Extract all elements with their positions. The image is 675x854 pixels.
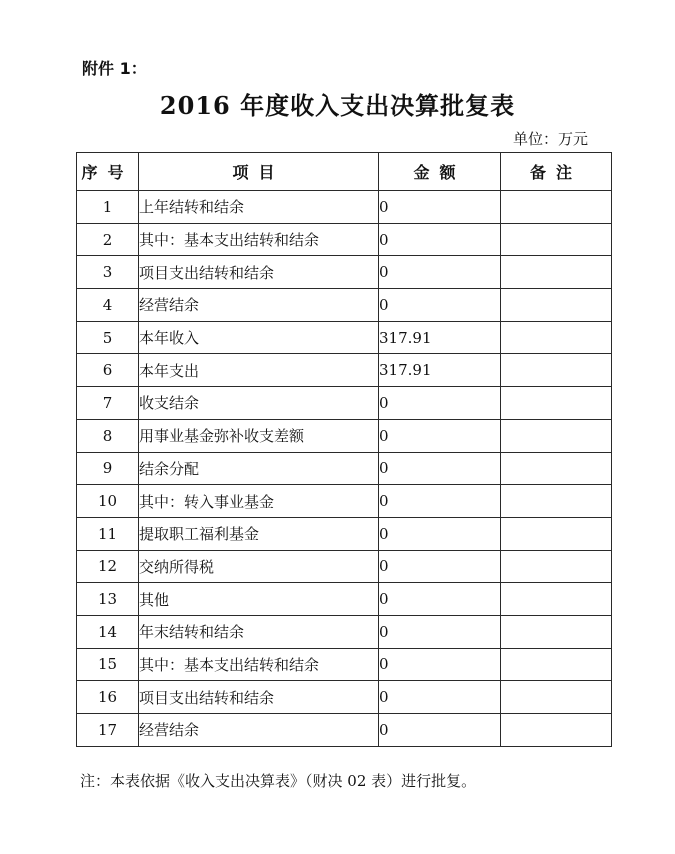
header-note: 备注 [501,153,612,191]
row-seq: 1 [77,191,139,224]
table-row [77,354,612,387]
row-seq: 3 [77,256,139,289]
row-note [501,256,612,289]
row-note [501,681,612,714]
table-row [77,191,612,224]
row-seq: 15 [77,648,139,681]
row-amount: 0 [379,223,501,256]
row-amount: 0 [379,615,501,648]
row-note [501,191,612,224]
row-item: 收支结余 [139,387,379,420]
table-row [77,681,612,714]
table-row [77,485,612,518]
row-amount: 0 [379,289,501,322]
row-note [501,583,612,616]
row-seq: 9 [77,452,139,485]
table-row [77,321,612,354]
header-seq: 序号 [77,153,139,191]
row-note [501,223,612,256]
row-seq: 2 [77,223,139,256]
header-item: 项目 [139,153,379,191]
table-row [77,256,612,289]
row-note [501,419,612,452]
row-item: 其中：基本支出结转和结余 [139,223,379,256]
table-row [77,419,612,452]
row-seq: 8 [77,419,139,452]
row-note [501,321,612,354]
unit-label: 单位：万元 [513,130,589,148]
row-amount: 0 [379,452,501,485]
table-row [77,387,612,420]
row-seq: 16 [77,681,139,714]
row-note [501,615,612,648]
row-seq: 7 [77,387,139,420]
row-note [501,485,612,518]
row-item: 项目支出结转和结余 [139,256,379,289]
table-row [77,517,612,550]
row-note [501,387,612,420]
row-item: 本年支出 [139,354,379,387]
row-item: 项目支出结转和结余 [139,681,379,714]
row-note [501,648,612,681]
row-amount: 0 [379,648,501,681]
row-amount: 317.91 [379,354,501,387]
row-item: 其他 [139,583,379,616]
row-seq: 4 [77,289,139,322]
table-row [77,550,612,583]
row-amount: 317.91 [379,321,501,354]
budget-table [76,152,612,747]
table-header-row [77,153,612,191]
row-item: 结余分配 [139,452,379,485]
row-amount: 0 [379,485,501,518]
row-seq: 6 [77,354,139,387]
row-amount: 0 [379,550,501,583]
row-amount: 0 [379,419,501,452]
row-item: 其中：转入事业基金 [139,485,379,518]
row-item: 交纳所得税 [139,550,379,583]
row-note [501,452,612,485]
table-row [77,223,612,256]
row-amount: 0 [379,517,501,550]
row-item: 年末结转和结余 [139,615,379,648]
row-item: 用事业基金弥补收支差额 [139,419,379,452]
row-seq: 5 [77,321,139,354]
row-item: 本年收入 [139,321,379,354]
row-note [501,714,612,747]
row-amount: 0 [379,681,501,714]
row-item: 上年结转和结余 [139,191,379,224]
row-item: 其中：基本支出结转和结余 [139,648,379,681]
row-amount: 0 [379,256,501,289]
row-item: 提取职工福利基金 [139,517,379,550]
row-seq: 13 [77,583,139,616]
table-row [77,289,612,322]
row-note [501,289,612,322]
row-item: 经营结余 [139,714,379,747]
row-item: 经营结余 [139,289,379,322]
row-amount: 0 [379,583,501,616]
row-seq: 10 [77,485,139,518]
row-amount: 0 [379,387,501,420]
row-seq: 17 [77,714,139,747]
table-row [77,452,612,485]
table-row [77,615,612,648]
row-seq: 11 [77,517,139,550]
row-amount: 0 [379,714,501,747]
attachment-label: 附件 1： [82,59,147,78]
table-row [77,583,612,616]
row-seq: 12 [77,550,139,583]
row-seq: 14 [77,615,139,648]
footnote: 注：本表依据《收入支出决算表》（财决 02 表）进行批复。 [80,772,477,790]
page-title: 2016 年度收入支出决算批复表 [159,91,516,120]
row-note [501,354,612,387]
table-row [77,648,612,681]
row-amount: 0 [379,191,501,224]
row-note [501,517,612,550]
header-amount: 金额 [379,153,501,191]
table-row [77,714,612,747]
row-note [501,550,612,583]
